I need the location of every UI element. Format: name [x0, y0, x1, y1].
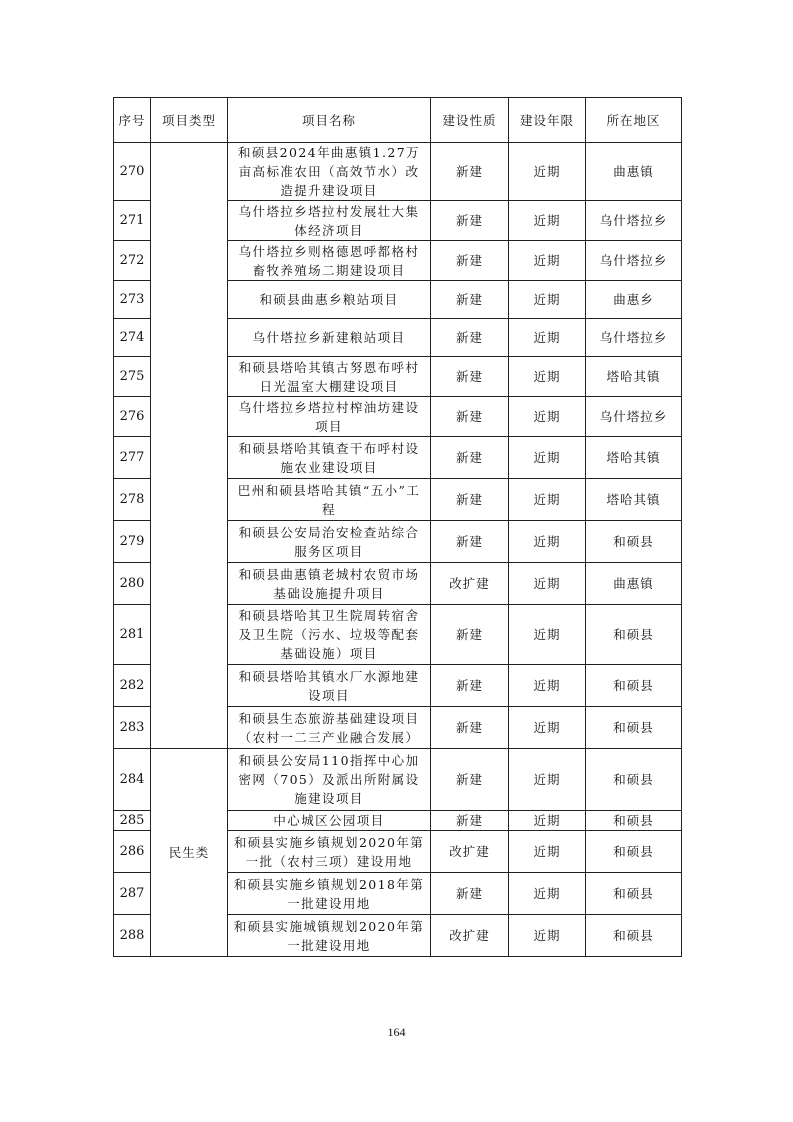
row-nature: 新建 [431, 357, 509, 397]
row-area: 曲惠乡 [586, 281, 682, 319]
row-period: 近期 [509, 437, 586, 479]
row-nature: 新建 [431, 281, 509, 319]
row-name: 乌什塔拉乡塔拉村发展壮大集体经济项目 [228, 201, 431, 241]
row-area: 塔哈其镇 [586, 437, 682, 479]
row-seq: 279 [114, 521, 151, 563]
row-period: 近期 [509, 281, 586, 319]
header-area: 所在地区 [586, 98, 682, 143]
table-header-row [114, 98, 682, 143]
row-seq: 282 [114, 665, 151, 707]
table-row [114, 749, 682, 811]
row-seq: 286 [114, 831, 151, 873]
row-seq: 287 [114, 873, 151, 915]
row-period: 近期 [509, 201, 586, 241]
row-period: 近期 [509, 873, 586, 915]
row-period: 近期 [509, 831, 586, 873]
row-period: 近期 [509, 811, 586, 831]
row-nature: 新建 [431, 707, 509, 749]
row-period: 近期 [509, 241, 586, 281]
row-nature: 新建 [431, 319, 509, 357]
row-area: 和硕县 [586, 831, 682, 873]
row-seq: 280 [114, 563, 151, 605]
row-name: 和硕县公安局治安检查站综合服务区项目 [228, 521, 431, 563]
row-name: 和硕县生态旅游基础建设项目（农村一二三产业融合发展） [228, 707, 431, 749]
category-cell-upper [151, 143, 228, 749]
row-area: 和硕县 [586, 707, 682, 749]
row-nature: 改扩建 [431, 915, 509, 957]
row-nature: 新建 [431, 241, 509, 281]
header-seq: 序号 [114, 98, 151, 143]
row-nature: 新建 [431, 397, 509, 437]
header-nature: 建设性质 [431, 98, 509, 143]
row-period: 近期 [509, 749, 586, 811]
row-nature: 改扩建 [431, 563, 509, 605]
row-name: 乌什塔拉乡则格德恩呼都格村畜牧养殖场二期建设项目 [228, 241, 431, 281]
row-area: 乌什塔拉乡 [586, 319, 682, 357]
row-nature: 新建 [431, 605, 509, 665]
table-row [114, 143, 682, 201]
row-seq: 273 [114, 281, 151, 319]
row-name: 和硕县公安局110指挥中心加密网（705）及派出所附属设施建设项目 [228, 749, 431, 811]
row-nature: 新建 [431, 665, 509, 707]
category-cell-lower: 民生类 [151, 749, 228, 957]
row-area: 曲惠镇 [586, 563, 682, 605]
row-name: 乌什塔拉乡新建粮站项目 [228, 319, 431, 357]
row-area: 塔哈其镇 [586, 479, 682, 521]
row-period: 近期 [509, 665, 586, 707]
row-nature: 新建 [431, 873, 509, 915]
row-name: 和硕县实施城镇规划2020年第一批建设用地 [228, 915, 431, 957]
row-area: 和硕县 [586, 873, 682, 915]
row-area: 和硕县 [586, 665, 682, 707]
row-nature: 改扩建 [431, 831, 509, 873]
row-name: 巴州和硕县塔哈其镇“五小”工程 [228, 479, 431, 521]
row-name: 和硕县塔哈其卫生院周转宿舍及卫生院（污水、垃圾等配套基础设施）项目 [228, 605, 431, 665]
row-seq: 281 [114, 605, 151, 665]
row-period: 近期 [509, 479, 586, 521]
header-period: 建设年限 [509, 98, 586, 143]
row-name: 和硕县塔哈其镇查干布呼村设施农业建设项目 [228, 437, 431, 479]
row-area: 和硕县 [586, 811, 682, 831]
row-name: 和硕县实施乡镇规划2018年第一批建设用地 [228, 873, 431, 915]
row-seq: 278 [114, 479, 151, 521]
row-seq: 270 [114, 143, 151, 201]
row-nature: 新建 [431, 749, 509, 811]
project-table [113, 97, 682, 957]
row-seq: 284 [114, 749, 151, 811]
row-area: 和硕县 [586, 749, 682, 811]
row-area: 和硕县 [586, 605, 682, 665]
header-type: 项目类型 [151, 98, 228, 143]
row-nature: 新建 [431, 437, 509, 479]
row-period: 近期 [509, 915, 586, 957]
row-name: 乌什塔拉乡塔拉村榨油坊建设项目 [228, 397, 431, 437]
row-area: 塔哈其镇 [586, 357, 682, 397]
row-period: 近期 [509, 605, 586, 665]
row-name: 和硕县塔哈其镇水厂水源地建设项目 [228, 665, 431, 707]
row-name: 中心城区公园项目 [228, 811, 431, 831]
header-name: 项目名称 [228, 98, 431, 143]
row-period: 近期 [509, 707, 586, 749]
row-name: 和硕县实施乡镇规划2020年第一批（农村三项）建设用地 [228, 831, 431, 873]
row-seq: 272 [114, 241, 151, 281]
row-seq: 274 [114, 319, 151, 357]
row-name: 和硕县2024年曲惠镇1.27万亩高标准农田（高效节水）改造提升建设项目 [228, 143, 431, 201]
row-nature: 新建 [431, 521, 509, 563]
row-area: 和硕县 [586, 915, 682, 957]
row-seq: 285 [114, 811, 151, 831]
row-seq: 275 [114, 357, 151, 397]
row-name: 和硕县曲惠乡粮站项目 [228, 281, 431, 319]
row-period: 近期 [509, 397, 586, 437]
row-area: 和硕县 [586, 521, 682, 563]
row-name: 和硕县曲惠镇老城村农贸市场基础设施提升项目 [228, 563, 431, 605]
row-seq: 277 [114, 437, 151, 479]
row-nature: 新建 [431, 479, 509, 521]
row-name: 和硕县塔哈其镇古努恩布呼村日光温室大棚建设项目 [228, 357, 431, 397]
row-period: 近期 [509, 319, 586, 357]
row-area: 曲惠镇 [586, 143, 682, 201]
row-period: 近期 [509, 143, 586, 201]
row-period: 近期 [509, 521, 586, 563]
page-number: 164 [387, 1025, 406, 1039]
row-seq: 288 [114, 915, 151, 957]
row-period: 近期 [509, 357, 586, 397]
row-nature: 新建 [431, 811, 509, 831]
row-nature: 新建 [431, 143, 509, 201]
row-seq: 271 [114, 201, 151, 241]
row-seq: 276 [114, 397, 151, 437]
row-seq: 283 [114, 707, 151, 749]
row-area: 乌什塔拉乡 [586, 241, 682, 281]
row-area: 乌什塔拉乡 [586, 397, 682, 437]
row-period: 近期 [509, 563, 586, 605]
row-nature: 新建 [431, 201, 509, 241]
row-area: 乌什塔拉乡 [586, 201, 682, 241]
